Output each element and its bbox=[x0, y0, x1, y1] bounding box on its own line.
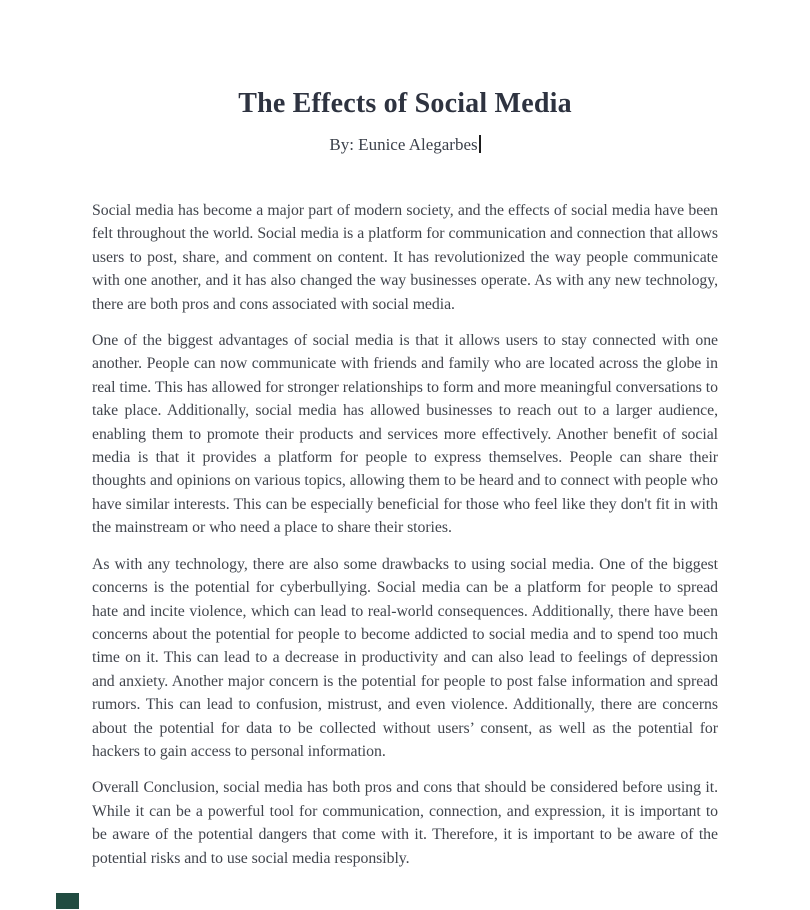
text-caret bbox=[479, 135, 481, 153]
paragraph-conclusion[interactable]: Overall Conclusion, social media has both pros and cons that should be considered before using it. While it can be a powerful tool for communication, connection, and expression, it is important to be aware of the potential dangers that come with it. Therefore, it is important to be aware of the potential risks and to use social media responsibly. bbox=[92, 779, 718, 867]
document-body[interactable] bbox=[92, 199, 718, 870]
document-content bbox=[92, 0, 718, 883]
paragraph-drawbacks[interactable]: As with any technology, there are also some drawbacks to using social media. One of the biggest concerns is the potential for cyberbullying. Social media can be a platform for people to spread hate and incite violence, which can lead to real-world consequences. Additionally, there have been concerns about the potential for people to become addicted to social media and to spend too much time on it. This can lead to a decrease in productivity and can also lead to feelings of depression and anxiety. Another major concern is the potential for people to post false information and spread rumors. This can lead to confusion, mistrust, and even violence. Additionally, there are concerns about the potential for data to be collected without users’ consent, as well as the potential for hackers to gain access to personal information. bbox=[92, 555, 718, 760]
document-title[interactable]: The Effects of Social Media bbox=[238, 88, 572, 119]
paragraph-advantages[interactable]: One of the biggest advantages of social media is that it allows users to stay connected with one another. People can now communicate with friends and family who are located across the globe in real time. This has allowed for stronger relationships to form and more meaningful conversations to take place. Additionally, social media has allowed businesses to reach out to a larger audience, enabling them to promote their products and services more effectively. Another benefit of social media is that it provides a platform for people to express themselves. People can share their thoughts and opinions on various topics, allowing them to be heard and to connect with people who have similar interests. This can be especially beneficial for those who feel like they don't fit in with the mainstream or who need a place to share their stories. bbox=[92, 332, 718, 537]
byline-line[interactable] bbox=[92, 135, 718, 155]
corner-marker bbox=[56, 893, 79, 909]
paragraph-intro[interactable]: Social media has become a major part of modern society, and the effects of social media have been felt throughout the world. Social media is a platform for communication and connection that allows users to post, share, and comment on content. It has revolutionized the way people communicate with one another, and it has also changed the way businesses operate. As with any new technology, there are both pros and cons associated with social media. bbox=[92, 202, 718, 313]
byline-text[interactable]: By: Eunice Alegarbes bbox=[329, 135, 478, 154]
